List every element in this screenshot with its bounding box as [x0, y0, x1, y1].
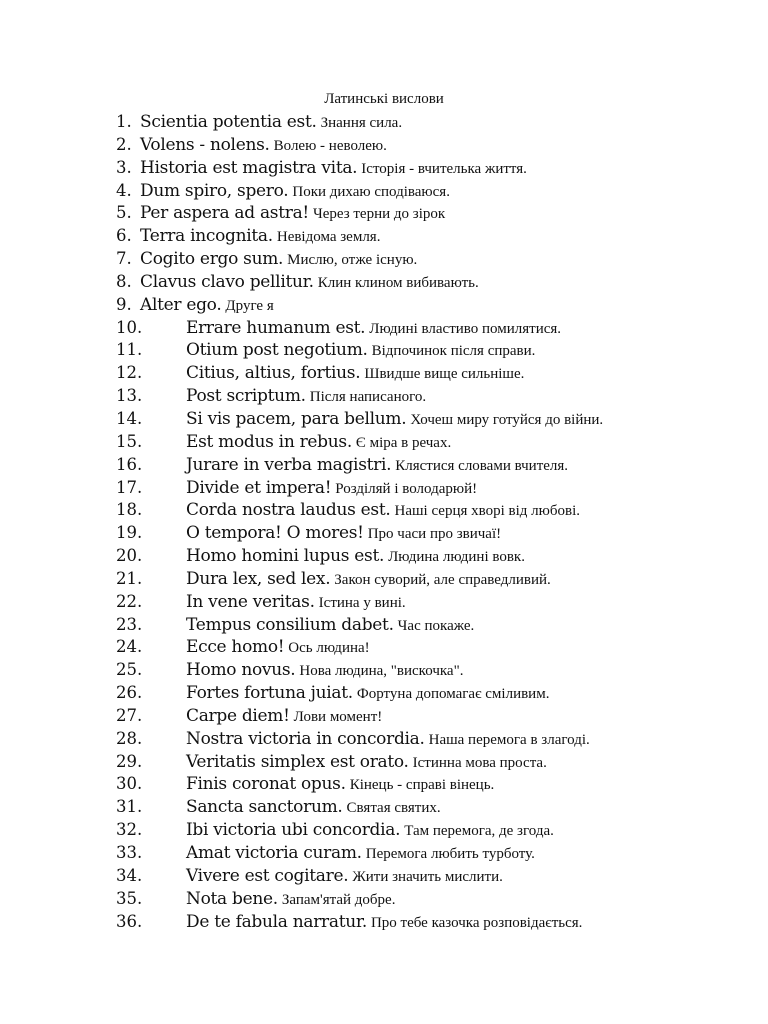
list-item-number: 5.	[116, 203, 132, 223]
list-item	[0, 248, 768, 271]
list-item	[0, 751, 768, 774]
latin-phrase: Homo homini lupus est.	[186, 546, 385, 567]
ukrainian-translation: Нова людина, "вискочка".	[299, 663, 464, 680]
list-item-number: 33.	[116, 843, 143, 862]
list-item-text	[140, 111, 402, 135]
list-item	[0, 705, 768, 728]
list-item	[0, 682, 768, 705]
list-item	[0, 842, 768, 865]
list-item	[0, 796, 768, 819]
list-item	[0, 294, 768, 317]
ukrainian-translation: Невідома земля.	[276, 229, 381, 246]
ukrainian-translation: Істина у вині.	[318, 594, 406, 611]
latin-phrase: Si vis pacem, para bellum.	[186, 408, 407, 429]
list-item-number: 21.	[116, 568, 143, 588]
list-item-text	[140, 248, 417, 272]
latin-phrase: Divide et impera!	[186, 477, 332, 498]
ukrainian-translation: Жити значить мислити.	[352, 868, 503, 885]
list-item-text	[186, 728, 590, 752]
list-item-text	[186, 385, 426, 409]
list-item-text	[186, 408, 603, 432]
list-item-number: 12.	[116, 363, 143, 383]
list-item	[0, 728, 768, 751]
list-item	[0, 888, 768, 911]
latin-phrase: Jurare in verba magistri.	[186, 454, 392, 475]
ukrainian-translation: Фортуна допомагає сміливим.	[356, 686, 550, 703]
latin-phrase: Carpe diem!	[186, 705, 290, 726]
latin-phrase: Per aspera ad astra!	[140, 203, 309, 224]
ukrainian-translation: Про тебе казочка розповідається.	[370, 914, 583, 931]
ukrainian-translation: Людині властиво помилятися.	[369, 320, 562, 337]
list-item	[0, 499, 768, 522]
latin-phrase: Homo novus.	[186, 660, 296, 681]
ukrainian-translation: Після написаного.	[309, 389, 427, 406]
ukrainian-translation: Істинна мова проста.	[412, 754, 547, 771]
list-item-text	[186, 431, 451, 455]
list-item-text	[186, 682, 549, 706]
list-item	[0, 636, 768, 659]
latin-phrase: Sancta sanctorum.	[186, 797, 343, 818]
list-item-text	[140, 294, 274, 318]
list-item-text	[140, 134, 387, 158]
list-item	[0, 157, 768, 180]
list-item-text	[140, 271, 479, 295]
list-item-number: 23.	[116, 614, 143, 634]
list-item-text	[186, 819, 554, 843]
ukrainian-translation: Друге я	[225, 297, 274, 314]
list-item-number: 16.	[116, 454, 143, 474]
ukrainian-translation: Поки дихаю сподіваюся.	[292, 183, 450, 200]
latin-phrase: Dura lex, sed lex.	[186, 568, 331, 589]
list-item-number: 1.	[116, 112, 132, 131]
ukrainian-translation: Швидше вище сильніше.	[364, 366, 525, 383]
ukrainian-translation: Святая святих.	[346, 800, 441, 817]
latin-phrase: Ibi victoria ubi concordia.	[186, 820, 401, 841]
list-item	[0, 545, 768, 568]
list-item-text	[140, 225, 380, 249]
ukrainian-translation: Ось людина!	[288, 640, 370, 657]
list-item-text	[186, 362, 524, 386]
latin-phrase: Corda nostra laudus est.	[186, 500, 391, 521]
list-item	[0, 477, 768, 500]
latin-phrase: Ecce homo!	[186, 637, 285, 658]
list-item	[0, 362, 768, 385]
ukrainian-translation: Лови момент!	[293, 708, 383, 725]
latin-phrase: Volens - nolens.	[140, 134, 270, 155]
list-item-text	[186, 888, 395, 912]
list-item	[0, 614, 768, 637]
list-item	[0, 385, 768, 408]
ukrainian-translation: Кінець - справі вінець.	[349, 777, 495, 794]
ukrainian-translation: Знання сила.	[320, 115, 403, 131]
list-item-text	[186, 339, 535, 363]
ukrainian-translation: Відпочинок після справи.	[371, 343, 536, 360]
phrase-list	[0, 111, 768, 933]
list-item-number: 10.	[116, 317, 143, 337]
ukrainian-translation: Хочеш миру готуйся до війни.	[410, 411, 604, 428]
latin-phrase: Cogito ergo sum.	[140, 249, 284, 270]
list-item-number: 35.	[116, 888, 143, 908]
list-item-text	[186, 865, 503, 889]
ukrainian-translation: Час покаже.	[397, 617, 475, 634]
latin-phrase: Terra incognita.	[140, 226, 273, 247]
latin-phrase: Nostra victoria in concordia.	[186, 728, 425, 749]
ukrainian-translation: Про часи про звичаї!	[367, 526, 502, 543]
latin-phrase: In vene veritas.	[186, 591, 315, 612]
list-item-number: 8.	[116, 271, 132, 291]
list-item-text	[186, 545, 525, 569]
list-item-number: 6.	[116, 226, 132, 246]
list-item	[0, 522, 768, 545]
list-item	[0, 317, 768, 340]
list-item-text	[140, 202, 445, 226]
list-item-text	[140, 157, 527, 181]
ukrainian-translation: Наші серця хворі від любові.	[394, 503, 580, 520]
list-item-number: 20.	[116, 546, 143, 566]
list-item	[0, 271, 768, 294]
list-item-number: 2.	[116, 134, 132, 154]
ukrainian-translation: Через терни до зірок	[312, 206, 446, 223]
list-item-number: 11.	[116, 340, 143, 360]
list-item	[0, 911, 768, 934]
latin-phrase: Alter ego.	[140, 294, 222, 315]
ukrainian-translation: Мислю, отже існую.	[287, 252, 418, 269]
list-item-number: 36.	[116, 911, 143, 931]
list-item-text	[186, 522, 501, 546]
list-item-number: 34.	[116, 865, 143, 885]
list-item-number: 3.	[116, 157, 132, 177]
ukrainian-translation: Розділяй і володарюй!	[335, 480, 478, 497]
latin-phrase: Finis coronat opus.	[186, 774, 346, 795]
latin-phrase: Dum spiro, spero.	[140, 180, 289, 201]
list-item-text	[186, 317, 561, 341]
list-item-text	[186, 842, 535, 866]
list-item	[0, 865, 768, 888]
list-item-number: 25.	[116, 660, 143, 680]
list-item	[0, 180, 768, 203]
latin-phrase: Clavus clavo pellitur.	[140, 271, 314, 292]
list-item-number: 18.	[116, 500, 143, 520]
list-item-text	[186, 614, 474, 638]
ukrainian-translation: Перемога любить турботу.	[365, 846, 535, 862]
latin-phrase: Tempus consilium dabet.	[186, 614, 394, 635]
document-title: Латинські вислови	[324, 91, 444, 107]
list-item	[0, 408, 768, 431]
list-item-text	[186, 454, 568, 478]
list-item-number: 15.	[116, 431, 143, 451]
ukrainian-translation: Волею - неволею.	[273, 137, 387, 154]
list-item-text	[186, 773, 494, 797]
ukrainian-translation: Історія - вчителька життя.	[361, 160, 527, 177]
list-item	[0, 568, 768, 591]
list-item-number: 13.	[116, 386, 143, 406]
ukrainian-translation: Клястися словами вчителя.	[395, 457, 569, 474]
list-item	[0, 431, 768, 454]
latin-phrase: Post scriptum.	[186, 386, 306, 407]
list-item	[0, 659, 768, 682]
ukrainian-translation: Там перемога, де згода.	[404, 823, 554, 840]
list-item-text	[140, 180, 450, 204]
latin-phrase: Fortes fortuna juiat.	[186, 683, 353, 704]
ukrainian-translation: Людина людині вовк.	[388, 549, 525, 566]
list-item-text	[186, 591, 406, 615]
list-item	[0, 773, 768, 796]
list-item-number: 24.	[116, 637, 143, 657]
list-item-number: 4.	[116, 180, 132, 200]
list-item-number: 31.	[116, 797, 143, 817]
list-item-text	[186, 636, 370, 660]
latin-phrase: Est modus in rebus.	[186, 431, 352, 452]
list-item-number: 19.	[116, 523, 143, 543]
list-item	[0, 225, 768, 248]
list-item-number: 32.	[116, 820, 143, 840]
list-item	[0, 819, 768, 842]
list-item	[0, 454, 768, 477]
latin-phrase: Errare humanum est.	[186, 317, 366, 338]
list-item-number: 9.	[116, 294, 132, 314]
list-item-number: 26.	[116, 683, 143, 703]
list-item-text	[186, 751, 547, 775]
list-item-text	[186, 477, 477, 501]
list-item	[0, 134, 768, 157]
ukrainian-translation: Наша перемога в злагоді.	[428, 731, 590, 748]
latin-phrase: Nota bene.	[186, 888, 278, 909]
list-item-number: 29.	[116, 751, 143, 771]
list-item	[0, 111, 768, 134]
ukrainian-translation: Закон суворий, але справедливий.	[334, 571, 551, 588]
list-item-number: 7.	[116, 249, 132, 269]
latin-phrase: Vivere est cogitare.	[186, 865, 349, 886]
latin-phrase: Citius, altius, fortius.	[186, 363, 361, 384]
list-item	[0, 202, 768, 225]
latin-phrase: Otium post negotium.	[186, 340, 368, 361]
latin-phrase: O tempora! O mores!	[186, 523, 364, 544]
list-item-text	[186, 705, 382, 729]
list-item	[0, 591, 768, 614]
latin-phrase: Scientia potentia est.	[140, 112, 317, 132]
latin-phrase: Amat victoria curam.	[186, 843, 362, 863]
latin-phrase: Veritatis simplex est orato.	[186, 751, 409, 772]
list-item-text	[186, 659, 463, 683]
list-item-number: 28.	[116, 728, 143, 748]
list-item	[0, 339, 768, 362]
ukrainian-translation: Є міра в речах.	[355, 434, 452, 451]
list-item-number: 17.	[116, 477, 143, 497]
list-item-number: 14.	[116, 408, 143, 428]
latin-phrase: Historia est magistra vita.	[140, 157, 358, 178]
ukrainian-translation: Запам'ятай добре.	[281, 891, 396, 908]
list-item-text	[186, 568, 551, 592]
latin-phrase: De te fabula narratur.	[186, 911, 367, 932]
list-item-text	[186, 499, 580, 523]
list-item-number: 27.	[116, 705, 143, 725]
ukrainian-translation: Клин клином вибивають.	[317, 274, 479, 291]
list-item-number: 22.	[116, 591, 143, 611]
list-item-text	[186, 911, 582, 935]
list-item-number: 30.	[116, 774, 143, 794]
list-item-text	[186, 796, 441, 820]
